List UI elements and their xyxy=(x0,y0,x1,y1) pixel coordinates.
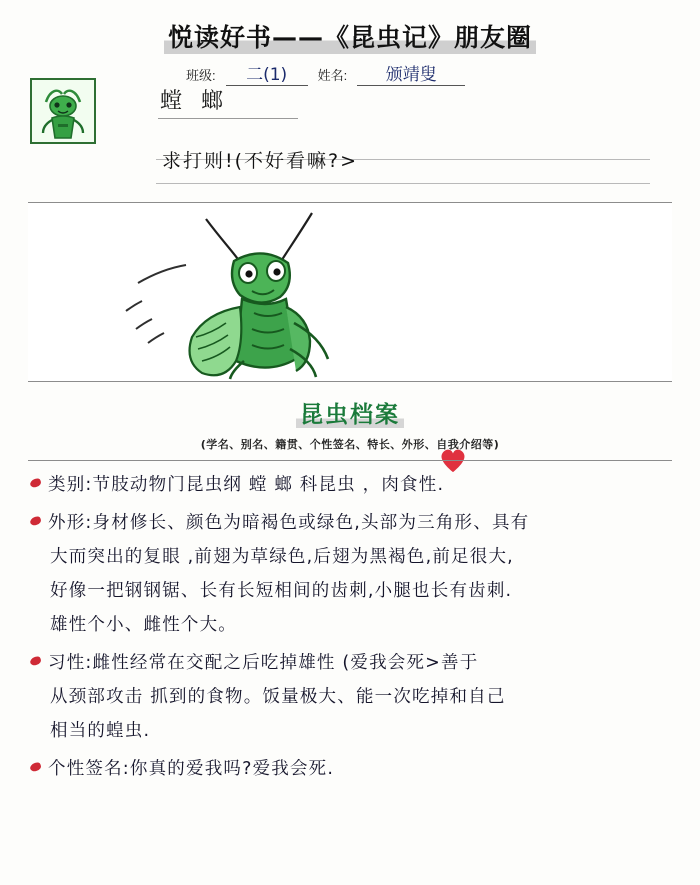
entry-line: 雄性个小、雌性个大。 xyxy=(50,615,237,635)
page-title: 悦读好书——《昆虫记》朋友圈 xyxy=(164,18,536,54)
entry-line: 个性签名:你真的爱我吗?爱我会死. xyxy=(48,759,335,779)
divider-middle xyxy=(28,381,672,382)
class-label: 班级: xyxy=(186,68,216,83)
entry-lines xyxy=(30,468,678,502)
moment-text: 求打则!(不好看嘛?> xyxy=(162,150,359,172)
entry-line: 从颈部攻击 抓到的食物。饭量极大、能一次吃掉和自己 xyxy=(50,687,506,707)
entry-signature xyxy=(30,752,678,786)
student-info-row xyxy=(186,60,646,86)
archive-heading: 昆虫档案 xyxy=(296,402,404,428)
name-value: 颁靖叟 xyxy=(357,66,465,86)
entry-line: 习性:雌性经常在交配之后吃掉雄性 (爱我会死>善于 xyxy=(48,653,479,673)
avatar xyxy=(30,78,96,144)
page-title-container xyxy=(0,18,700,54)
drawing-area xyxy=(28,203,672,381)
archive-heading-container xyxy=(0,396,700,429)
entry-lines xyxy=(30,506,678,642)
entry-lines xyxy=(30,752,678,786)
mantis-avatar-icon xyxy=(32,80,94,142)
entry-line: 类别:节肢动物门昆虫纲 螳 螂 科昆虫 ，肉食性. xyxy=(48,475,445,495)
nickname: 螳 螂 xyxy=(160,89,229,114)
archive-subheading: (学名、别名、籍贯、个性签名、特长、外形、自我介绍等) xyxy=(200,438,500,451)
entry-line: 大而突出的复眼 ,前翅为草绿色,后翅为黑褐色,前足很大, xyxy=(50,547,514,567)
divider-bottom xyxy=(28,460,672,461)
entry-appearance xyxy=(30,506,678,642)
praying-mantis-drawing-icon xyxy=(28,203,672,381)
nickname-underline xyxy=(158,118,298,119)
class-value: 二(1) xyxy=(226,66,308,86)
entry-line: 外形:身材修长、颜色为暗褐色或绿色,头部为三角形、具有 xyxy=(48,513,530,533)
name-label: 姓名: xyxy=(317,68,348,83)
entry-lines xyxy=(30,646,678,748)
archive-entries xyxy=(30,468,678,790)
entry-line: 好像一把钢钢锯、长有长短相间的齿刺,小腿也长有齿刺. xyxy=(50,581,513,601)
entry-habits xyxy=(30,646,678,748)
entry-line: 相当的蝗虫. xyxy=(50,721,151,741)
entry-category xyxy=(30,468,678,502)
